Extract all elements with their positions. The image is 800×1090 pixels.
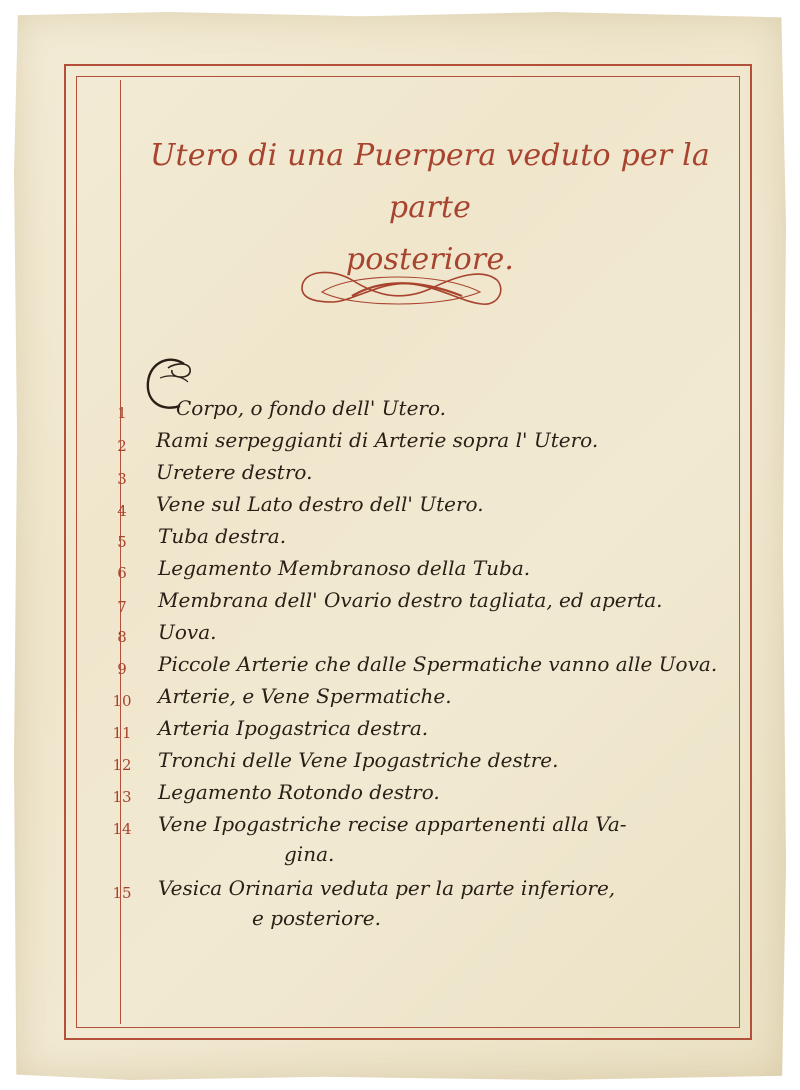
title-line-1: Utero di una Puerpera veduto per la parte xyxy=(150,138,710,225)
entry-text: Piccole Arterie che dalle Spermatiche vanno alle Uova. xyxy=(158,652,718,676)
entry-text: Tronchi delle Vene Ipogastriche destre. xyxy=(158,748,559,772)
entry-text: Arteria Ipogastrica destra. xyxy=(158,716,429,740)
entry-number: 8 xyxy=(117,628,127,646)
decorative-flourish xyxy=(292,258,508,318)
entry-text-continuation: e posteriore. xyxy=(252,906,381,930)
number-column-rule xyxy=(120,80,121,1024)
entry-number: 7 xyxy=(117,598,127,616)
entry-number: 6 xyxy=(117,564,127,582)
entry-number: 15 xyxy=(112,884,132,902)
entry-number: 12 xyxy=(112,756,132,774)
entry-text: Vene Ipogastriche recise appartenenti alla Va- xyxy=(158,812,627,836)
entry-number: 4 xyxy=(117,502,127,520)
entry-text: Rami serpeggianti di Arterie sopra l' Utero. xyxy=(156,428,599,452)
entry-text: Vene sul Lato destro dell' Utero. xyxy=(156,492,484,516)
entry-text-continuation: gina. xyxy=(284,842,335,866)
entry-text: Tuba destra. xyxy=(158,524,287,548)
entry-text: Corpo, o fondo dell' Utero. xyxy=(176,396,447,420)
entry-number: 10 xyxy=(112,692,132,710)
entry-number: 13 xyxy=(112,788,132,806)
title-line-2: posteriore. xyxy=(345,242,515,277)
entry-number: 11 xyxy=(112,724,132,742)
entry-text: Arterie, e Vene Spermatiche. xyxy=(158,684,452,708)
entry-text: Vesica Orinaria veduta per la parte inferiore, xyxy=(158,876,616,900)
entry-number: 5 xyxy=(117,533,127,551)
entry-number: 14 xyxy=(112,820,132,838)
entry-number: 9 xyxy=(117,660,127,678)
entry-number: 1 xyxy=(117,404,127,422)
entry-text: Uretere destro. xyxy=(156,460,313,484)
entry-number: 3 xyxy=(117,470,127,488)
entry-text: Legamento Rotondo destro. xyxy=(158,780,440,804)
entry-number: 2 xyxy=(117,437,127,455)
entry-text: Uova. xyxy=(158,620,217,644)
entry-text: Membrana dell' Ovario destro tagliata, ed aperta. xyxy=(158,588,663,612)
entry-text: Legamento Membranoso della Tuba. xyxy=(158,556,531,580)
